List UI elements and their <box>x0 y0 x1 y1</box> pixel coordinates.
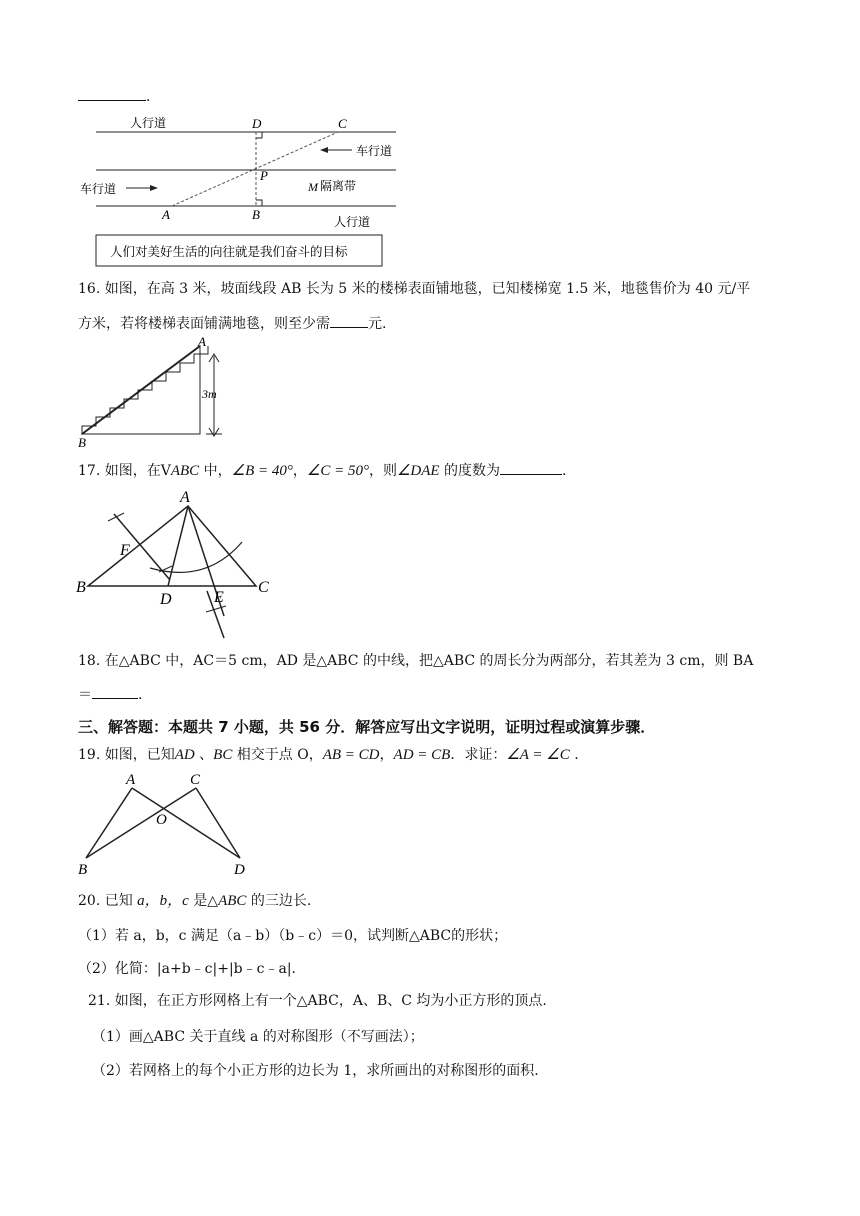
q19-line <box>78 745 579 765</box>
bowtie-A-label: A <box>126 772 136 788</box>
stair-height-label: 3m <box>202 387 217 401</box>
q19-eq1: AB = CD <box>322 747 380 763</box>
bowtie-D-label: D <box>234 862 245 878</box>
q16-line2-end: 元. <box>368 316 387 332</box>
blank-period: . <box>146 89 151 105</box>
q20-stem-a: 20. 已知 <box>78 893 138 909</box>
answer-blank-15 <box>78 86 150 107</box>
q19-eq2: AD = CB <box>393 747 451 763</box>
median-letter: M <box>308 180 318 194</box>
triangle-construction-figure <box>76 488 286 640</box>
q20-stem <box>78 891 311 911</box>
q17-tri-symbol: V <box>160 463 171 479</box>
tri-B-label: B <box>76 579 86 596</box>
q17-mid2: ，则 <box>368 463 397 479</box>
lane-left-label: 车行道 <box>80 182 117 196</box>
tri-C-label: C <box>258 579 269 596</box>
q17-angle-dae: ∠DAE <box>396 463 440 479</box>
q20-stem-c: 的三边长. <box>246 893 312 909</box>
q20-part2: （2）化简：|a+b﹣c|+|b﹣c﹣a|. <box>78 961 296 977</box>
q18-end: . <box>138 687 143 703</box>
median-label: 隔离带 <box>320 179 357 193</box>
tri-A-label: A <box>180 489 190 506</box>
staircase-figure <box>78 334 238 450</box>
q16-line1: 16. 如图，在高 3 米，坡面线段 AB 长为 5 米的楼梯表面铺地毯，已知楼梯宽 1.5 米，地毯售价为 40 元/平 <box>78 281 751 297</box>
bowtie-figure <box>76 770 266 880</box>
label-C: C <box>338 116 347 131</box>
q17-suffix: 的度数为 <box>439 463 501 479</box>
stair-B-label: B <box>78 435 86 450</box>
q16-blank <box>330 313 368 328</box>
q19-goal: ∠A = ∠C <box>506 747 570 763</box>
q18-line1: 18. 在△ABC 中，AC＝5 cm，AD 是△ABC 的中线，把△ABC 的周长分为两部分，若其差为 3 cm，则 BA <box>78 653 754 669</box>
q17-end: . <box>562 463 567 479</box>
q20-vars: a，b，c <box>137 893 189 909</box>
label-P: P <box>260 168 268 183</box>
q19-comma: ， <box>379 747 394 763</box>
bowtie-C-label: C <box>190 772 201 788</box>
label-A: A <box>162 207 170 222</box>
q16-line2 <box>78 313 386 334</box>
q19-bc: BC <box>213 747 233 763</box>
label-B: B <box>252 207 260 222</box>
tri-E-label: E <box>214 589 224 606</box>
q21-part1: （1）画△ABC 关于直线 a 的对称图形（不写画法）； <box>92 1029 424 1045</box>
q19-sep: 、 <box>194 747 214 763</box>
bowtie-O-label: O <box>156 812 167 828</box>
q17-angle-c: ∠C = 50° <box>306 463 369 479</box>
q17-line <box>78 460 566 481</box>
q21-part2: （2）若网格上的每个小正方形的边长为 1，求所画出的对称图形的面积. <box>92 1063 539 1079</box>
q19-end: . <box>569 747 579 763</box>
q20-part1: （1）若 a，b，c 满足（a﹣b）（b﹣c）＝0，试判断△ABC的形状； <box>78 928 508 944</box>
q19-prove: ．求证： <box>450 747 507 763</box>
road-crossing-figure <box>76 114 416 270</box>
q19-prefix: 19. 如图，已知 <box>78 747 175 763</box>
q17-prefix: 17. 如图，在 <box>78 463 161 479</box>
q20-tri: ABC <box>218 893 247 909</box>
tri-F-label: F <box>120 542 130 559</box>
q17-blank <box>500 460 562 475</box>
q17-mid1: 中， <box>199 463 232 479</box>
q20-stem-b: 是△ <box>188 893 219 909</box>
q18-equals: ＝ <box>78 687 92 703</box>
label-D: D <box>252 116 262 131</box>
lane-right-label: 车行道 <box>356 144 393 158</box>
q16-line2-text: 方米，若将楼梯表面铺满地毯，则至少需 <box>78 316 330 332</box>
stair-A-label: A <box>198 334 206 349</box>
q17-tri: ABC <box>170 463 200 479</box>
section-heading: 三、解答题：本题共 7 小题，共 56 分．解答应写出文字说明，证明过程或演算步骤． <box>78 718 656 736</box>
sidewalk-bottom-label: 人行道 <box>334 215 371 229</box>
q19-mid: 相交于点 O， <box>232 747 323 763</box>
q18-line2 <box>78 684 142 705</box>
q19-ad: AD <box>174 747 195 763</box>
q18-blank <box>92 684 138 699</box>
q17-sep: ， <box>292 463 307 479</box>
tri-D-label: D <box>160 591 172 608</box>
bowtie-B-label: B <box>78 862 88 878</box>
q17-angle-b: ∠B = 40° <box>231 463 293 479</box>
slogan-text: 人们对美好生活的向往就是我们奋斗的目标 <box>110 245 348 259</box>
sidewalk-top-label: 人行道 <box>130 116 167 130</box>
q21-stem: 21. 如图，在正方形网格上有一个△ABC，A、B、C 均为小正方形的顶点. <box>88 993 547 1009</box>
